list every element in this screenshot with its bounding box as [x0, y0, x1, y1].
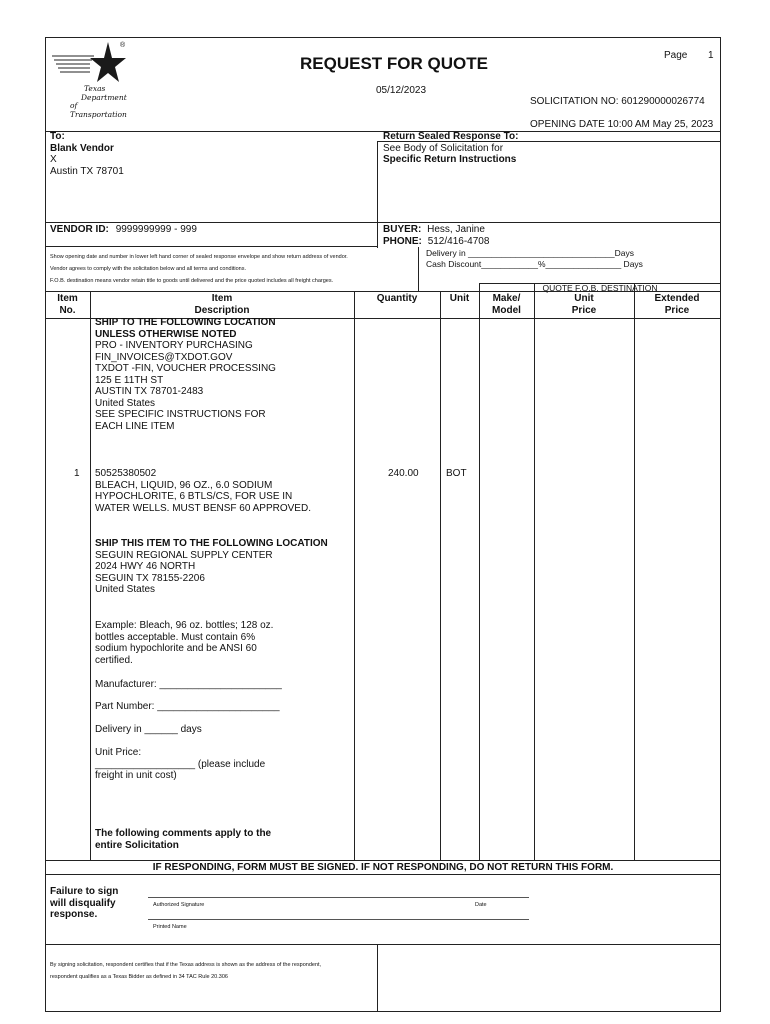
divider-notes	[45, 246, 378, 247]
col-line-4	[479, 284, 480, 860]
auth-signature-label: Authorized Signature	[153, 902, 205, 908]
ship-to-default: SHIP TO THE FOLLOWING LOCATION UNLESS OTHERWISE NOTED PRO - INVENTORY PURCHASING FIN_INVOICES@TXDOT.GOV TXDOT -FIN, VOUCHER PROCESSING 125 E 11TH ST AUSTIN TX 78701-2483 United States SEE SPECIFIC INSTRUCTIONS FOR EACH LINE ITEM	[95, 317, 276, 432]
logo-text-2: Department	[81, 92, 127, 102]
return-line1: See Body of Solicitation for	[383, 142, 504, 154]
note-3: F.O.B. destination means vendor retain title to goods until delivered and the price quoted includes all freight charges.	[50, 278, 334, 284]
part-number-field[interactable]: Part Number: ______________________	[95, 701, 280, 712]
vendor-line2: X	[50, 154, 57, 165]
col-line-5	[534, 284, 535, 860]
line-item-example: Example: Bleach, 96 oz. bottles; 128 oz. bottles acceptable. Must contain 6% sodium hypochlorite and be ANSI 60 certified.	[95, 620, 274, 666]
line-item-number: 1	[74, 468, 80, 479]
col-make-model: Make/ Model	[492, 293, 521, 316]
buyer-phone: 512/416-4708	[427, 235, 490, 247]
return-label: Return Sealed Response To:	[383, 131, 519, 142]
star-logo-icon	[50, 40, 130, 90]
divider-banner-bottom	[45, 874, 721, 875]
col-item-no: Item No.	[57, 293, 78, 316]
printed-name-label: Printed Name	[153, 924, 187, 930]
texas-bidder-certification: By signing solicitation, respondent certifies that if the Texas address is shown as the address of the respondent, respondent qualifies as a Texas Bidder as defined in 34 TAC Rule 20.306	[50, 962, 322, 980]
divider-delivery-left	[418, 247, 419, 292]
col-unit: Unit	[449, 293, 470, 304]
divider-vendor	[45, 222, 721, 223]
col-quantity: Quantity	[376, 293, 418, 304]
line-item-quantity: 240.00	[388, 468, 419, 479]
opening-date: OPENING DATE 10:00 AM May 25, 2023	[530, 119, 714, 130]
registered-mark: ®	[120, 42, 126, 49]
return-line2: Specific Return Instructions	[383, 154, 517, 165]
divider-certify-right	[377, 944, 378, 1012]
return-block	[383, 131, 518, 166]
buyer-label: BUYER:	[383, 224, 422, 235]
buyer-block	[383, 224, 489, 247]
frame-top	[45, 37, 721, 38]
phone-label: PHONE:	[383, 235, 422, 247]
delivery-line: Delivery in _______________________________Days	[426, 248, 634, 258]
manufacturer-field[interactable]: Manufacturer: ______________________	[95, 679, 282, 690]
col-line-2	[354, 292, 355, 860]
col-line-3	[440, 292, 441, 860]
col-line-6	[634, 284, 635, 860]
comments-note: The following comments apply to the entire Solicitation	[95, 828, 272, 851]
divider-certify	[45, 944, 721, 945]
line-item-ship-to: SHIP THIS ITEM TO THE FOLLOWING LOCATION SEGUIN REGIONAL SUPPLY CENTER 2024 HWY 46 NORTH SEGUIN TX 78155-2206 United States	[95, 538, 328, 595]
line-item-description: 50525380502 BLEACH, LIQUID, 96 OZ., 6.0 SODIUM HYPOCHLORITE, 6 BTLS/CS, FOR USE IN WATER WELLS. MUST BENSF 60 APPROVED.	[95, 468, 311, 514]
response-banner: IF RESPONDING, FORM MUST BE SIGNED. IF NOT RESPONDING, DO NOT RETURN THIS FORM.	[152, 862, 614, 873]
col-description: Item Description	[194, 293, 250, 316]
fob-label: QUOTE F.O.B. DESTINATION	[542, 283, 658, 293]
unit-price-field[interactable]: Unit Price: __________________ (please include freight in unit cost)	[95, 747, 266, 781]
to-label: To:	[50, 131, 65, 142]
notes	[50, 251, 348, 287]
note-2: Vendor agrees to comply with the solicitation below and all terms and conditions.	[50, 266, 246, 272]
vendor-id-value: 9999999999 - 999	[115, 224, 197, 235]
page-title: REQUEST FOR QUOTE	[300, 54, 488, 73]
vendor-id-label: VENDOR ID:	[50, 224, 109, 235]
page-label: Page	[664, 50, 688, 61]
col-line-1	[90, 292, 91, 860]
divider-banner-top	[45, 860, 721, 861]
line-item-unit: BOT	[446, 468, 467, 479]
solicitation-date: 05/12/2023	[376, 85, 427, 96]
vendor-city: Austin TX 78701	[50, 165, 124, 177]
solicitation-number: SOLICITATION NO: 601290000026774	[530, 96, 705, 107]
buyer-name: Hess, Janine	[427, 224, 485, 235]
logo-text-1: Texas	[84, 84, 106, 93]
date-label: Date	[475, 902, 487, 908]
delivery-days-field[interactable]: Delivery in ______ days	[95, 724, 202, 735]
printed-name-line[interactable]	[148, 919, 529, 920]
to-block	[50, 131, 124, 177]
logo-text-3: of Transportation	[70, 101, 127, 119]
cash-discount-line: Cash Discount____________%________________ Days	[426, 259, 643, 269]
col-unit-price: Unit Price	[571, 293, 597, 316]
col-extended-price: Extended Price	[654, 293, 700, 316]
page-number: 1	[708, 50, 714, 61]
delivery-terms	[426, 248, 643, 270]
txdot-logo	[50, 40, 130, 120]
frame-bottom	[45, 1011, 721, 1012]
signature-line[interactable]	[148, 897, 529, 898]
note-1: Show opening date and number in lower left hand corner of sealed response envelope and show return address of vendor.	[50, 254, 348, 260]
failure-to-sign: Failure to sign will disqualify response.	[50, 886, 119, 920]
vendor-name: Blank Vendor	[50, 142, 114, 154]
divider-return-left	[377, 141, 378, 248]
vendor-id	[50, 224, 197, 236]
